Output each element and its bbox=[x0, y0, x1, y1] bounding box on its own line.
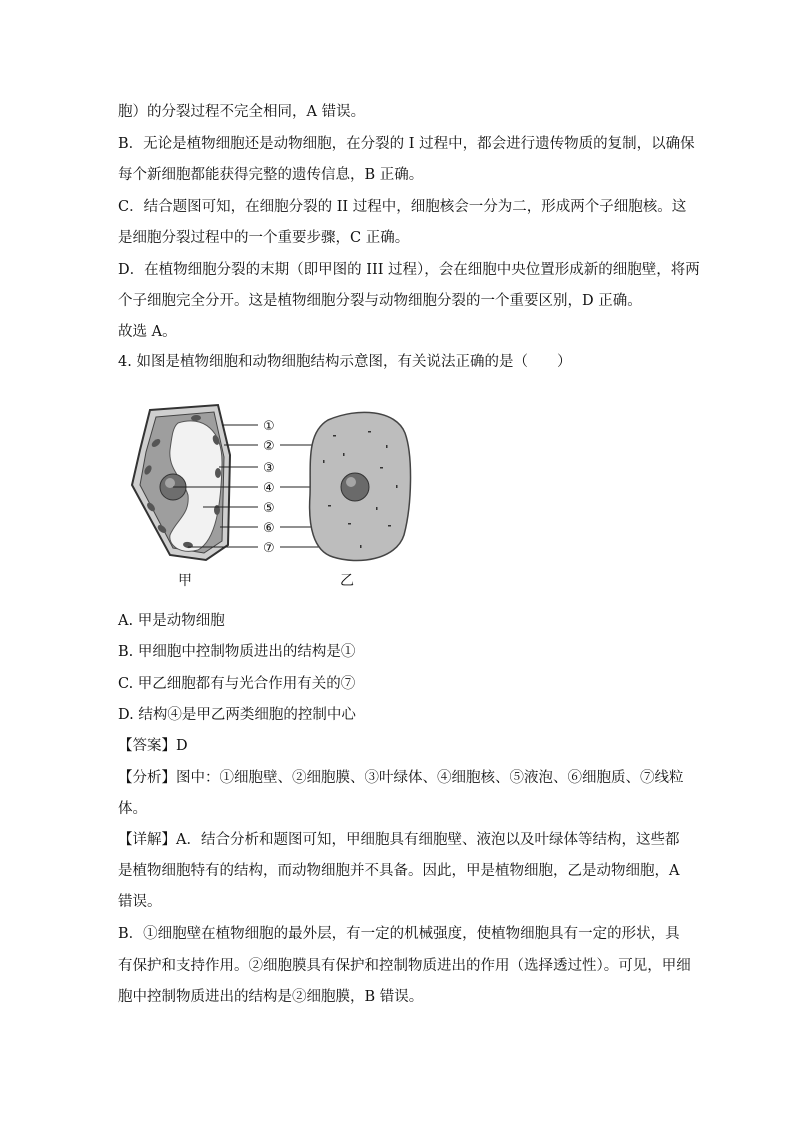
label-3: ③ bbox=[263, 461, 275, 476]
chloroplast bbox=[215, 468, 221, 478]
animal-nucleus bbox=[341, 473, 369, 501]
analysis-line: 体。 bbox=[118, 801, 147, 817]
answer: 【答案】D bbox=[118, 738, 188, 754]
label-4: ④ bbox=[263, 481, 275, 496]
label-7: ⑦ bbox=[263, 541, 275, 556]
caption-plant: 甲 bbox=[178, 573, 192, 589]
detail-line: B．①细胞壁在植物细胞的最外层，有一定的机械强度，使植物细胞具有一定的形状，具 bbox=[118, 926, 680, 942]
option-a: A. 甲是动物细胞 bbox=[118, 613, 225, 629]
text-line: 故选 A。 bbox=[118, 324, 177, 340]
label-5: ⑤ bbox=[263, 501, 275, 516]
cell-diagram-svg bbox=[118, 395, 428, 595]
text-line: B．无论是植物细胞还是动物细胞，在分裂的 I 过程中，都会进行遗传物质的复制，以确保 bbox=[118, 136, 695, 152]
option-d: D. 结构④是甲乙两类细胞的控制中心 bbox=[118, 707, 356, 723]
text-line: 每个新细胞都能获得完整的遗传信息，B 正确。 bbox=[118, 167, 424, 183]
text-line: 是细胞分裂过程中的一个重要步骤，C 正确。 bbox=[118, 230, 410, 246]
detail-line: 是植物细胞特有的结构，而动物细胞并不具备。因此，甲是植物细胞，乙是动物细胞，A bbox=[118, 863, 680, 879]
option-b: B. 甲细胞中控制物质进出的结构是① bbox=[118, 644, 356, 660]
text-line: 胞）的分裂过程不完全相同，A 错误。 bbox=[118, 104, 366, 120]
cell-diagram bbox=[118, 395, 428, 595]
label-2: ② bbox=[263, 439, 275, 454]
caption-animal: 乙 bbox=[340, 573, 354, 589]
detail-line: 错误。 bbox=[118, 894, 162, 910]
text-line: D．在植物细胞分裂的末期（即甲图的 III 过程），会在细胞中央位置形成新的细胞壁，将两 bbox=[118, 262, 700, 278]
label-1: ① bbox=[263, 419, 275, 434]
detail-line: 胞中控制物质进出的结构是②细胞膜，B 错误。 bbox=[118, 989, 424, 1005]
text-line: 个子细胞完全分开。这是植物细胞分裂与动物细胞分裂的一个重要区别，D 正确。 bbox=[118, 293, 642, 309]
animal-nucleolus bbox=[346, 477, 356, 487]
text-line: C．结合题图可知，在细胞分裂的 II 过程中，细胞核会一分为二，形成两个子细胞核。这 bbox=[118, 199, 687, 215]
label-6: ⑥ bbox=[263, 521, 275, 536]
option-c: C. 甲乙细胞都有与光合作用有关的⑦ bbox=[118, 676, 356, 692]
detail-line: 【详解】A．结合分析和题图可知，甲细胞具有细胞壁、液泡以及叶绿体等结构，这些都 bbox=[118, 832, 680, 848]
detail-line: 有保护和支持作用。②细胞膜具有保护和控制物质进出的作用（选择透过性）。可见，甲细 bbox=[118, 958, 691, 974]
question-stem: 4. 如图是植物细胞和动物细胞结构示意图，有关说法正确的是（ ） bbox=[118, 354, 572, 370]
analysis-line: 【分析】图中：①细胞壁、②细胞膜、③叶绿体、④细胞核、⑤液泡、⑥细胞质、⑦线粒 bbox=[118, 770, 684, 786]
